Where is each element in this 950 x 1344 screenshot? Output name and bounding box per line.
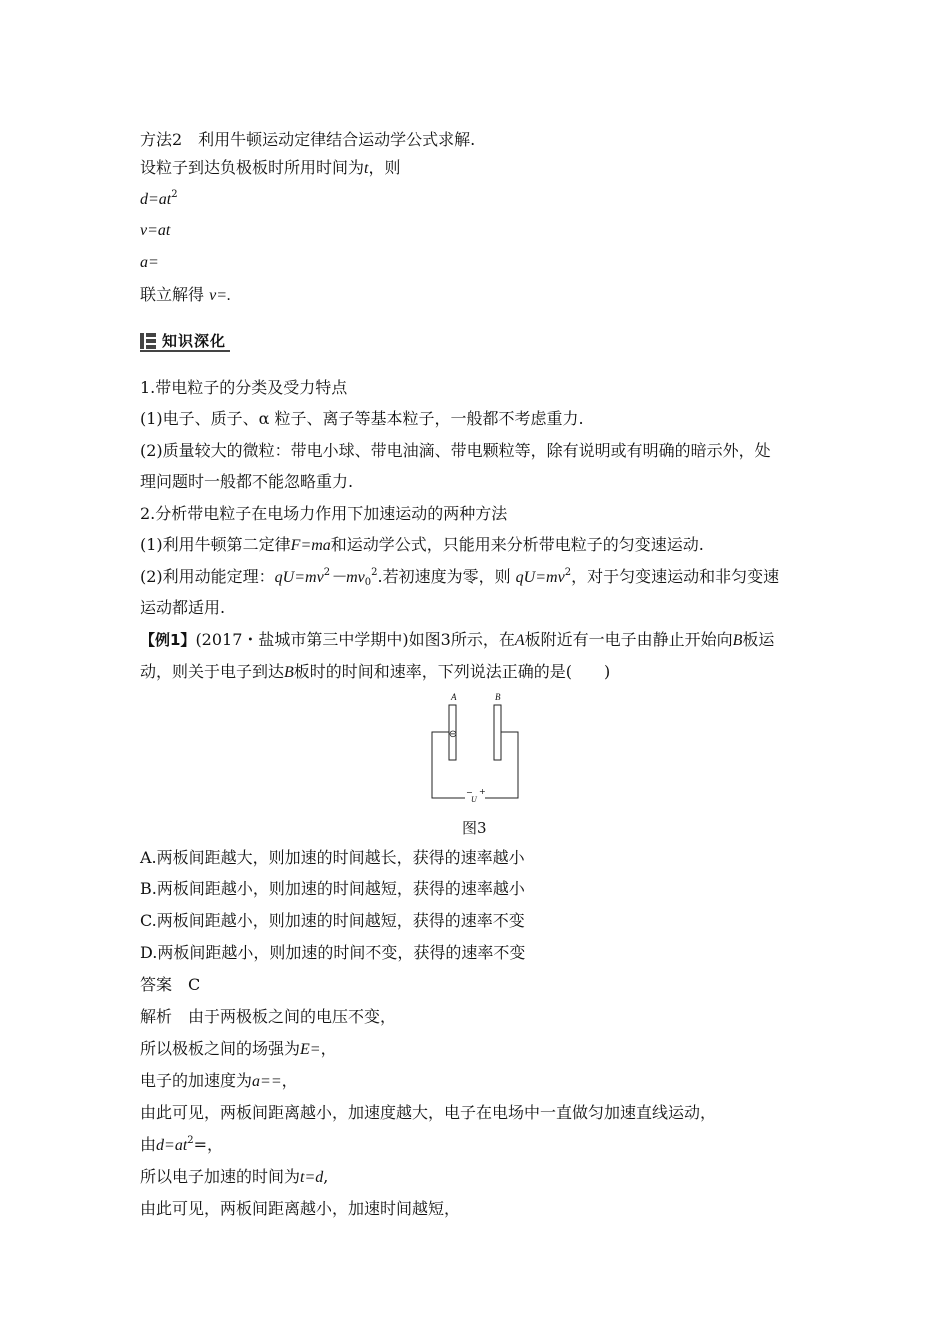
equation-d xyxy=(140,189,178,210)
example-tag: 【例1】 xyxy=(140,631,196,649)
example-line2 xyxy=(140,662,610,683)
method2-setup xyxy=(140,158,400,179)
k2a-post: 和运动学公式，只能用来分析带电粒子的匀变速运动. xyxy=(330,535,704,554)
k2b-exp2: 2 xyxy=(371,567,378,578)
label-b: B xyxy=(495,692,501,702)
knowledge-2b-line2: 运动都适用. xyxy=(140,598,226,617)
example-l2-pre: 动，则关于电子到达 xyxy=(140,662,285,681)
solve-result: v=. xyxy=(209,287,232,304)
a6-eq: t=d xyxy=(300,1169,324,1186)
a2-eq: E= xyxy=(300,1041,321,1058)
k2b-eq1: qU=mv xyxy=(274,569,324,586)
knowledge-1a: (1)电子、质子、α 粒子、离子等基本粒子，一般都不考虑重力. xyxy=(140,409,584,428)
knowledge-1-title: 1.带电粒子的分类及受力特点 xyxy=(140,378,348,397)
capacitor-figure xyxy=(420,690,530,805)
answer: 答案 C xyxy=(140,975,201,994)
analysis-line6 xyxy=(140,1167,328,1188)
a6-post: , xyxy=(323,1167,329,1186)
a2-pre: 所以极板之间的场强为 xyxy=(140,1039,301,1058)
option-a: A.两板间距越大，则加速的时间越长，获得的速率越小 xyxy=(140,848,525,867)
a6-pre: 所以电子加速的时间为 xyxy=(140,1167,301,1186)
analysis-line7: 由此可见，两板间距离越小，加速时间越短， xyxy=(140,1199,461,1218)
label-u: U xyxy=(471,795,477,804)
equation-a: a= xyxy=(140,254,159,271)
setup-variable: t xyxy=(364,160,369,177)
minus-sign: − xyxy=(466,788,473,797)
analysis-line3 xyxy=(140,1071,298,1092)
plus-sign: + xyxy=(479,787,486,796)
k2b-eq2: qU=mv xyxy=(515,569,565,586)
k2b-post: ，对于匀变速运动和非匀变速 xyxy=(571,567,780,586)
option-b: B.两板间距越小，则加速的时间越短，获得的速率越小 xyxy=(140,879,525,898)
example-l1-mid: 板附近有一电子由静止开始向 xyxy=(524,630,733,649)
a3-post: ， xyxy=(281,1071,298,1090)
k2b-exp3: 2 xyxy=(564,567,572,578)
section-header xyxy=(140,330,226,351)
figure-caption: 图3 xyxy=(462,819,487,837)
example-l2-post: 板时的时间和速率，下列说法正确的是( ) xyxy=(293,662,611,681)
k2b-sub0: 0 xyxy=(364,577,372,588)
section-title: 知识深化 xyxy=(162,332,227,350)
eq1-lhs: d xyxy=(140,191,148,208)
eq1-exponent: 2 xyxy=(171,189,178,200)
section-icon xyxy=(140,333,156,349)
a5-eq: d=at xyxy=(156,1137,188,1154)
example-l2-var-b: B xyxy=(284,664,294,681)
knowledge-2a xyxy=(140,535,704,556)
analysis-line2 xyxy=(140,1039,337,1060)
k2b-exp1: 2 xyxy=(323,567,331,578)
knowledge-1b-line1: (2)质量较大的微粒：带电小球、带电油滴、带电颗粒等，除有说明或有明确的暗示外，处 xyxy=(140,441,771,460)
analysis-line1: 解析 由于两极板之间的电压不变， xyxy=(140,1007,397,1026)
example-var-b: B xyxy=(732,632,743,649)
a3-eq: a== xyxy=(252,1073,282,1090)
circuit-diagram xyxy=(420,690,530,805)
k2b-pre: (2)利用动能定理： xyxy=(140,567,275,586)
example-var-a: A xyxy=(514,632,525,649)
example-l1-pre: (2017・盐城市第三中学期中)如图3所示，在 xyxy=(195,630,515,649)
method2-solve xyxy=(140,285,231,306)
a2-post: ， xyxy=(320,1039,337,1058)
setup-end: ，则 xyxy=(368,158,401,177)
option-d: D.两板间距越小，则加速的时间不变，获得的速率不变 xyxy=(140,943,526,962)
a5-post: =， xyxy=(193,1135,224,1154)
example-l1-post: 板运 xyxy=(742,630,775,649)
knowledge-2b-line1 xyxy=(140,567,779,588)
k2a-pre: (1)利用牛顿第二定律 xyxy=(140,535,291,554)
solve-text: 联立解得 xyxy=(140,285,205,304)
equation-v: v=at xyxy=(140,222,171,239)
a3-pre: 电子的加速度为 xyxy=(140,1071,253,1090)
method2-heading: 方法2 利用牛顿运动定律结合运动学公式求解. xyxy=(140,130,476,149)
k2b-eq1b: －mv xyxy=(330,569,365,586)
analysis-line5 xyxy=(140,1135,223,1156)
analysis-line4: 由此可见，两板间距离越小，加速度越大，电子在电场中一直做匀加速直线运动， xyxy=(140,1103,717,1122)
label-a: A xyxy=(451,692,457,702)
k2b-mid: .若初速度为零，则 xyxy=(377,567,511,586)
k2a-equation: F=ma xyxy=(290,537,331,554)
eq1-rhs: =at xyxy=(148,191,172,208)
section-divider xyxy=(140,350,230,352)
setup-text: 设粒子到达负极板时所用时间为 xyxy=(140,158,365,177)
a5-exp: 2 xyxy=(187,1135,194,1146)
knowledge-1b-line2: 理问题时一般都不能忽略重力. xyxy=(140,472,354,491)
option-c: C.两板间距越小，则加速的时间越短，获得的速率不变 xyxy=(140,911,525,930)
plate-b xyxy=(494,705,501,760)
electron-icon: ⊖ xyxy=(448,729,458,740)
a5-pre: 由 xyxy=(140,1135,157,1154)
knowledge-2-title: 2.分析带电粒子在电场力作用下加速运动的两种方法 xyxy=(140,504,508,523)
example-line1 xyxy=(140,630,774,651)
